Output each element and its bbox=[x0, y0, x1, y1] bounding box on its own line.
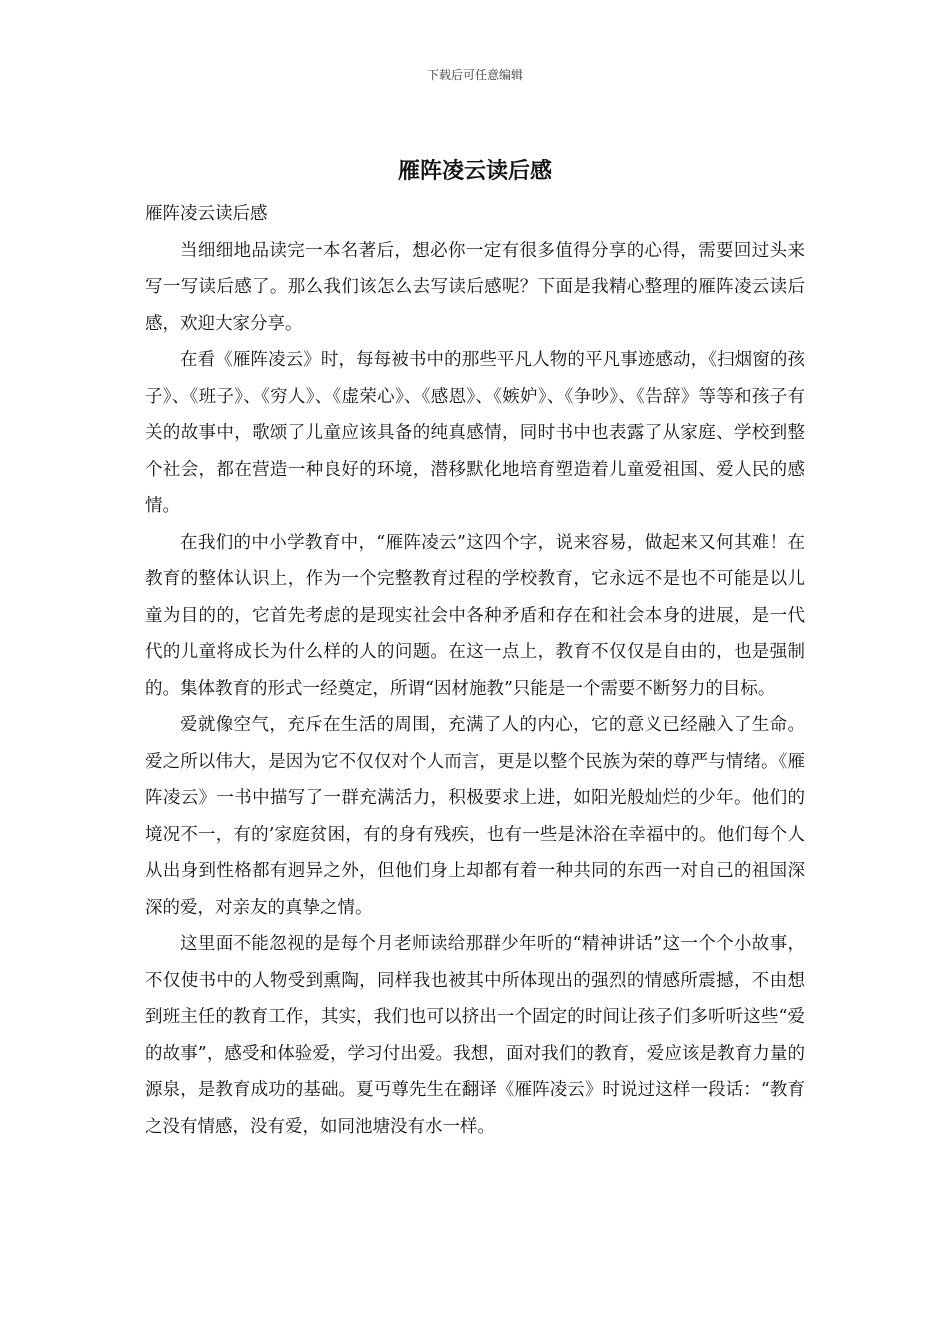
document-title: 雁阵凌云读后感 bbox=[397, 158, 552, 184]
paragraph-2: 在看《雁阵凌云》时，每每被书中的那些平凡人物的平凡事迹感动，《扫烟窗的孩子》、《班子》、《穷人》、《虚荣心》、《感恩》、《嫉妒》、《争吵》、《告辞》等等和孩子有关的故事中，歌颂了儿童应该具备的纯真感情，同时书中也表露了从家庭、学校到整个社会，都在营造一种良好的环境，潜移默化地培育塑造着儿童爱祖国、爱人民的感情。 bbox=[145, 350, 805, 516]
paragraph-1: 当细细地品读完一本名著后，想必你一定有很多值得分享的心得，需要回过头来写一写读后感了。那么我们该怎么去写读后感呢？下面是我精心整理的雁阵凌云读后感，欢迎大家分享。 bbox=[145, 240, 805, 334]
document-body bbox=[145, 196, 805, 1145]
paragraph-5: 这里面不能忽视的是每个月老师读给那群少年听的“精神讲话”这一个个小故事，不仅使书中的人物受到熏陶，同样我也被其中所体现出的强烈的情感所震撼，不由想到班主任的教育工作，其实，我们也可以挤出一个固定的时间让孩子们多听听这些“爱的故事”，感受和体验爱，学习付出爱。我想，面对我们的教育，爱应该是教育力量的源泉，是教育成功的基础。夏丏尊先生在翻译《雁阵凌云》时说过这样一段话：“教育之没有情感，没有爱，如同池塘没有水一样。 bbox=[145, 934, 805, 1137]
document-subtitle: 雁阵凌云读后感 bbox=[145, 204, 268, 224]
header-note: 下载后可任意编辑 bbox=[426, 68, 523, 82]
paragraph-4: 爱就像空气，充斥在生活的周围，充满了人的内心，它的意义已经融入了生命。爱之所以伟大，是因为它不仅仅对个人而言，更是以整个民族为荣的尊严与情绪。《雁阵凌云》一书中描写了一群充满活力，积极要求上进，如阳光般灿烂的少年。他们的境况不一，有的’家庭贫困，有的身有残疾，也有一些是沐浴在幸福中的。他们每个人从出身到性格都有迥异之外，但他们身上却都有着一种共同的东西一对自己的祖国深深的爱，对亲友的真挚之情。 bbox=[145, 715, 805, 918]
paragraph-3: 在我们的中小学教育中，“雁阵凌云”这四个字，说来容易，做起来又何其难！在教育的整体认识上，作为一个完整教育过程的学校教育，它永远不是也不可能是以儿童为目的的，它首先考虑的是现实社会中各种矛盾和存在和社会本身的进展，是一代代的儿童将成长为什么样的人的问题。在这一点上，教育不仅仅是自由的，也是强制的。集体教育的形式一经奠定，所谓“因材施教”只能是一个需要不断努力的目标。 bbox=[145, 532, 805, 699]
